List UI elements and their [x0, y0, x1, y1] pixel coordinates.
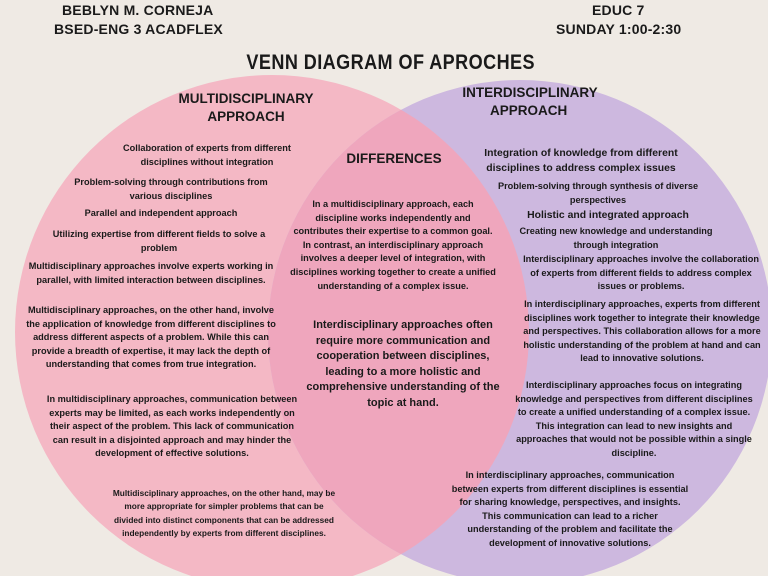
page-title: VENN DIAGRAM OF APROCHES [246, 51, 535, 74]
inter-point-5: Interdisciplinary approaches involve the collaboration of experts from different fields to address complex issues or problems. [523, 254, 759, 292]
interdisciplinary-heading [450, 84, 610, 120]
multi-point-4: Utilizing expertise from different fields to solve a problem [52, 229, 266, 253]
multi-point-7: In multidisciplinary approaches, communication between experts may be limited, as each works independently on their aspect of the problem. This lack of communication can result in a disjointed approach and may hinder the development of effective solutions. [46, 394, 298, 459]
inter-point-4: Creating new knowledge and understanding through integration [519, 226, 713, 250]
inter-point-8: In interdisciplinary approaches, communication between experts from different disciplines is essential for sharing knowledge, perspectives, and insights. This communication can lead to a richer understanding of the problem and facilitate the development of innovative solutions. [451, 470, 689, 548]
differences-paragraph-2: Interdisciplinary approaches often require more communication and cooperation between disciplines, leading to a more holistic and comprehensive understanding of the topic at hand. [306, 319, 500, 409]
multidisciplinary-heading-line1: MULTIDISCIPLINARY [178, 91, 314, 106]
differences-paragraph-1: In a multidisciplinary approach, each discipline works independently and contributes their expertise to a common goal. In contrast, an interdisciplinary approach involves a deeper level of integration, with disciplines working together to create a unified understanding of a complex issue. [290, 199, 496, 291]
schedule: SUNDAY 1:00-2:30 [556, 21, 682, 37]
inter-point-3: Holistic and integrated approach [527, 210, 689, 221]
inter-point-1: Integration of knowledge from different disciplines to address complex issues [484, 148, 678, 174]
multi-point-2: Problem-solving through contributions from various disciplines [74, 177, 268, 201]
multi-point-5: Multidisciplinary approaches involve experts working in parallel, with limited interaction between disciplines. [28, 261, 274, 285]
multi-point-6: Multidisciplinary approaches, on the other hand, involve the application of knowledge from different disciplines to address different aspects of a problem. While this can provide a breadth of expertise, it may lack the depth of understanding that comes from true integration. [26, 305, 276, 370]
inter-point-7: Interdisciplinary approaches focus on integrating knowledge and perspectives from different disciplines to create a unified understanding of a complex issue. This integration can lead to new insights and approaches that would not be possible within a single discipline. [515, 380, 753, 458]
multi-point-8: Multidisciplinary approaches, on the other hand, may be more appropriate for simpler problems that can be divided into distinct components that can be addressed independently by experts from different disciplines. [112, 488, 336, 538]
inter-point-6: In interdisciplinary approaches, experts from different disciplines work together to integrate their knowledge and perspectives. This collaboration allows for a more holistic understanding of the problem at hand and can lead to innovative solutions. [523, 299, 761, 364]
student-name: BEBLYN M. CORNEJA [62, 2, 214, 18]
multidisciplinary-heading-line2: APPROACH [207, 109, 285, 124]
interdisciplinary-heading-line2: APPROACH [490, 103, 568, 118]
differences-heading: DIFFERENCES [346, 151, 442, 166]
course: EDUC 7 [592, 2, 645, 18]
interdisciplinary-heading-line1: INTERDISCIPLINARY [462, 85, 598, 100]
multi-point-1: Collaboration of experts from different disciplines without integration [123, 143, 291, 167]
inter-point-2: Problem-solving through synthesis of diverse perspectives [497, 181, 699, 205]
multidisciplinary-heading [160, 90, 332, 126]
multi-point-3: Parallel and independent approach [84, 208, 238, 218]
program: BSED-ENG 3 ACADFLEX [54, 21, 223, 37]
